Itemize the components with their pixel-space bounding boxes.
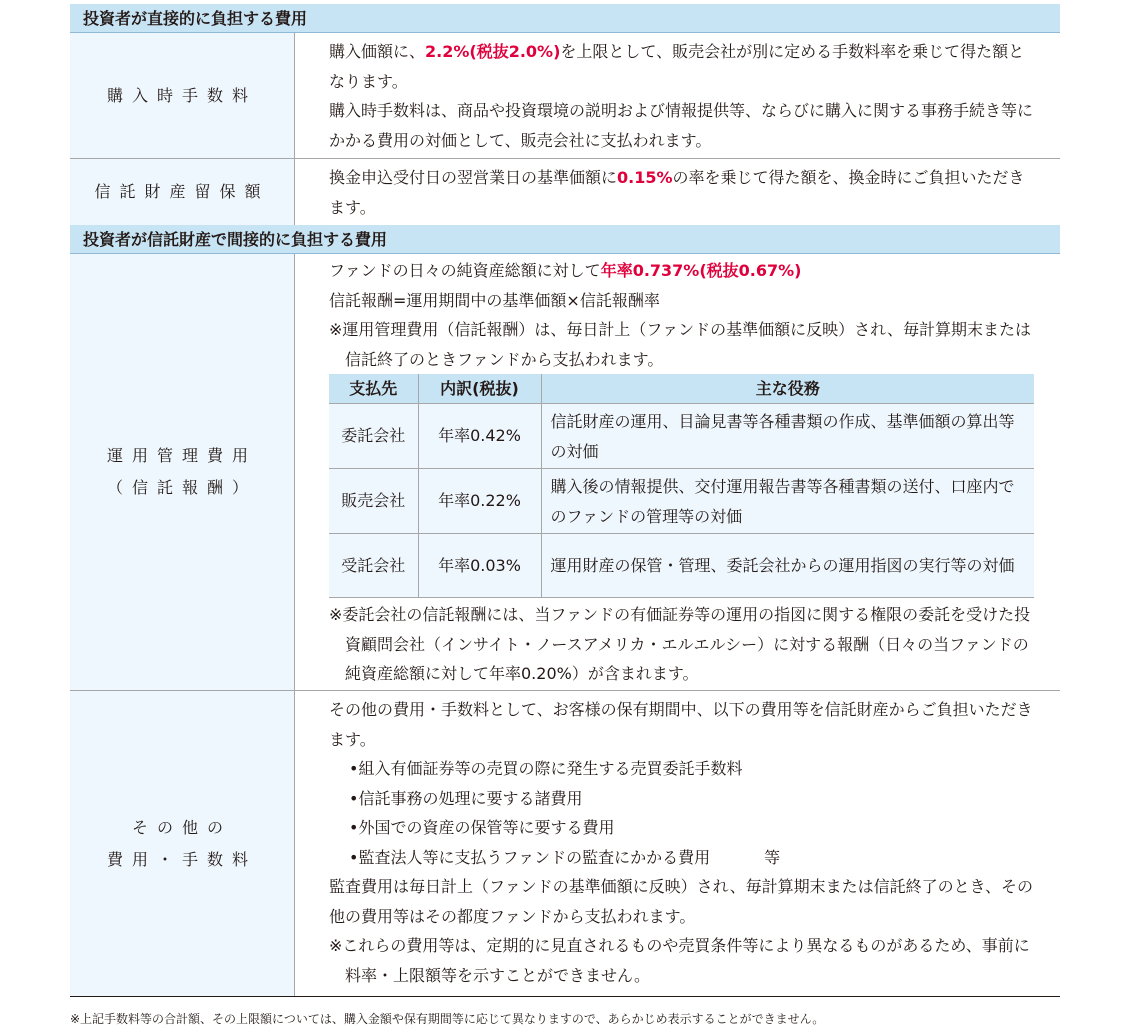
other-fees-note: ※これらの費用等は、定期的に見直されるものや売買条件等により異なるものがあるため、事前に料率・上限額等を示すことができません。 — [329, 936, 1030, 985]
row-management-fee — [70, 254, 1060, 691]
role-cell: 信託財産の運用、目論見書等各種書類の作成、基準価額の算出等の対価 — [541, 404, 1034, 469]
role-cell: 運用財産の保管・管理、委託会社からの運用指図の実行等の対価 — [541, 534, 1034, 598]
label-other-fees-line1: その他の — [131, 817, 232, 837]
payee-cell: 受託会社 — [329, 534, 418, 598]
label-other-fees — [70, 691, 295, 996]
rate-cell: 年率0.42% — [418, 404, 541, 469]
section-header-direct: 投資者が直接的に負担する費用 — [70, 4, 1060, 33]
row-other-fees — [70, 691, 1060, 996]
purchase-fee-text-1b: を上限として、販売会社が別に定める手数料率を乗じて得た額となります。 — [329, 42, 1025, 91]
label-purchase-fee-text: 購入時手数料 — [106, 85, 257, 105]
content-purchase-fee — [295, 33, 1060, 158]
table-bottom-rule — [70, 996, 1060, 997]
rate-cell: 年率0.03% — [418, 534, 541, 598]
other-fees-bullet: •外国での資産の保管等に要する費用 — [349, 818, 615, 837]
label-purchase-fee — [70, 33, 295, 158]
other-fees-intro: その他の費用・手数料として、お客様の保有期間中、以下の費用等を信託財産からご負担いただきます。 — [329, 700, 1033, 749]
management-fee-note-1: ※運用管理費用（信託報酬）は、毎日計上（ファンドの基準価額に反映）され、毎計算期末または信託終了のときファンドから支払われます。 — [329, 320, 1032, 369]
other-fees-audit: 監査費用は毎日計上（ファンドの基準価額に反映）され、毎計算期末または信託終了のとき、その他の費用等はその都度ファンドから支払われます。 — [329, 877, 1034, 926]
content-retention — [295, 159, 1060, 225]
other-fees-etc: 等 — [764, 847, 781, 867]
label-management-fee — [70, 254, 295, 690]
other-fees-bullet: •組入有価証券等の売買の際に発生する売買委託手数料 — [349, 759, 743, 778]
header-role: 主な役務 — [541, 374, 1034, 404]
retention-text — [329, 163, 1034, 222]
fee-table — [70, 4, 1060, 997]
table-row — [329, 404, 1034, 469]
management-fee-note-2: ※委託会社の信託報酬には、当ファンドの有価証券等の運用の指図に関する権限の委託を受けた投資顧問会社（インサイト・ノースアメリカ・エルエルシー）に対する報酬（日々の当ファンドの純資産総額に対して年率0.20%）が含まれます。 — [329, 605, 1031, 683]
other-fees-bullet-audit — [329, 843, 1034, 873]
row-purchase-fee — [70, 33, 1060, 159]
management-fee-formula: 信託報酬=運用期間中の基準価額×信託報酬率 — [329, 290, 660, 310]
fee-breakdown-table — [329, 374, 1034, 598]
purchase-fee-text-1 — [329, 37, 1034, 96]
content-other-fees — [295, 691, 1060, 996]
header-breakdown: 内訳(税抜) — [418, 374, 541, 404]
section-header-indirect: 投資者が信託財産で間接的に負担する費用 — [70, 225, 1060, 254]
purchase-fee-text-1a: 購入価額に、 — [329, 42, 426, 61]
label-retention — [70, 159, 295, 225]
label-management-fee-line2: （信託報酬） — [106, 478, 257, 497]
label-retention-text: 信託財産留保額 — [94, 182, 270, 201]
header-payee: 支払先 — [329, 374, 418, 404]
footer-note: ※上記手数料等の合計額、その上限額については、購入金額や保有期間等に応じて異なりますので、あらかじめ表示することができません。 — [70, 1012, 825, 1026]
fee-breakdown-header — [329, 374, 1034, 404]
rate-cell: 年率0.22% — [418, 469, 541, 534]
management-fee-text-1 — [329, 256, 1034, 286]
label-management-fee-line1: 運用管理費用 — [106, 446, 257, 465]
purchase-fee-text-2: 購入時手数料は、商品や投資環境の説明および情報提供等、ならびに購入に関する事務手続き等にかかる費用の対価として、販売会社に支払われます。 — [329, 101, 1034, 150]
table-row — [329, 534, 1034, 598]
retention-text-b: の率を乗じて得た額を、換金時にご負担いただきます。 — [329, 168, 1025, 217]
retention-rate: 0.15% — [617, 168, 673, 187]
purchase-fee-max-rate: 2.2%(税抜2.0%) — [425, 42, 561, 61]
table-row — [329, 469, 1034, 534]
content-management-fee — [295, 254, 1060, 690]
row-retention — [70, 159, 1060, 225]
label-other-fees-line2: 費用・手数料 — [106, 849, 257, 869]
management-fee-text-1a: ファンドの日々の純資産総額に対して — [329, 261, 601, 280]
payee-cell: 販売会社 — [329, 469, 418, 534]
payee-cell: 委託会社 — [329, 404, 418, 469]
other-fees-bullet-audit-text: •監査法人等に支払うファンドの監査にかかる費用 — [349, 847, 711, 867]
retention-text-a: 換金申込受付日の翌営業日の基準価額に — [329, 168, 618, 187]
management-fee-rate: 年率0.737%(税抜0.67%) — [600, 261, 802, 280]
other-fees-bullet: •信託事務の処理に要する諸費用 — [349, 788, 583, 808]
role-cell: 購入後の情報提供、交付運用報告書等各種書類の送付、口座内でのファンドの管理等の対価 — [541, 469, 1034, 534]
